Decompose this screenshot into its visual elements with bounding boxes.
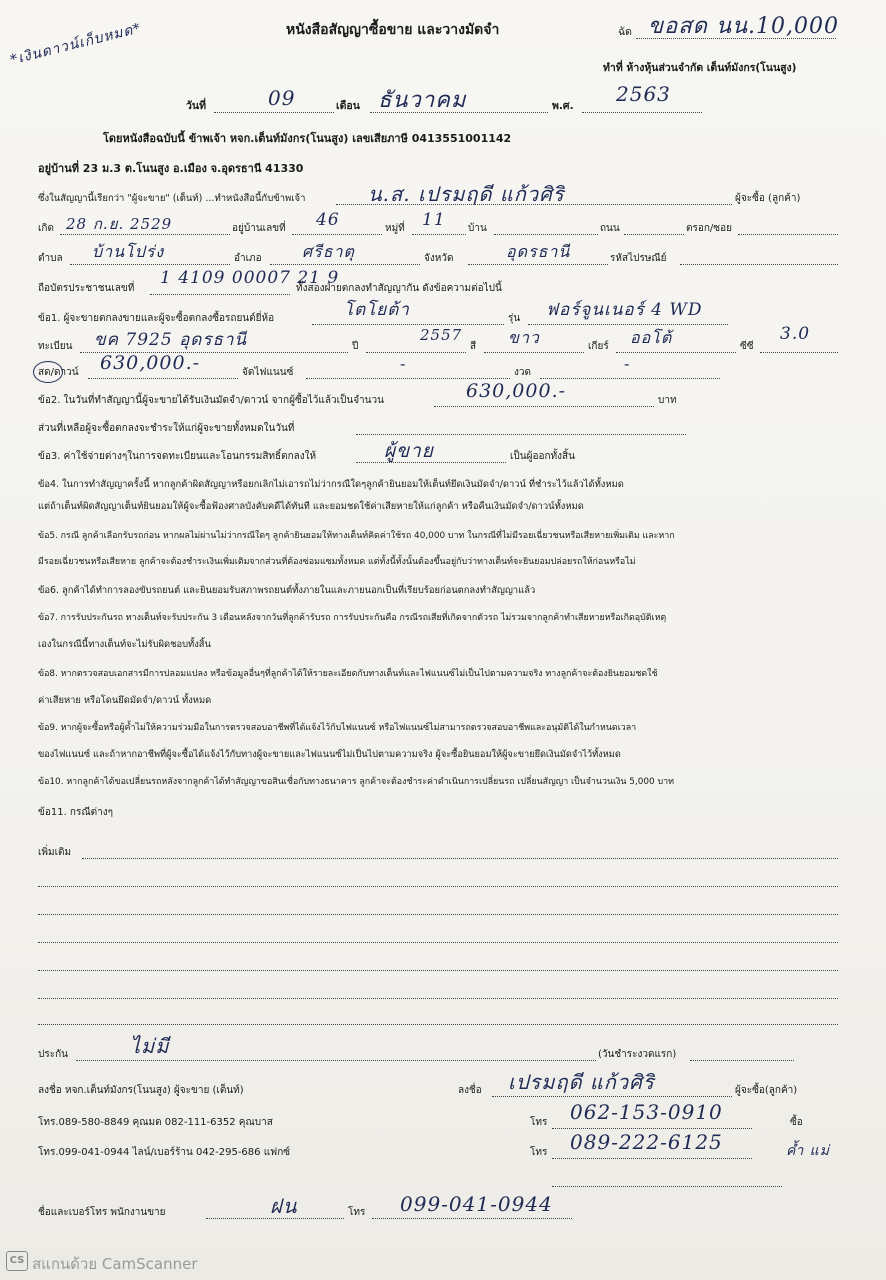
extra-label: เพิ่มเติม <box>38 847 72 858</box>
camscanner-icon: CS <box>6 1251 28 1271</box>
model-label: รุ่น <box>508 313 521 324</box>
id-value: 1 4109 00007 21 9 <box>160 268 340 288</box>
tel-label-2: โทร <box>530 1147 548 1158</box>
contract-no-label: ฉัด <box>618 26 632 38</box>
date-day: 09 <box>268 86 296 110</box>
guarantor-tel: 089-222-6125 <box>570 1130 723 1154</box>
province-label: จังหวัด <box>424 253 454 264</box>
buyer-sign-suffix: ผู้จะซื้อ(ลูกค้า) <box>735 1085 798 1096</box>
clause2-label: ข้อ2. ในวันที่ทำสัญญานี้ผู้จะขายได้รับเงินมัดจำ/ดาวน์ จากผู้ซื้อไว้แล้วเป็นจำนวน <box>38 395 384 406</box>
tambon-label: ตำบล <box>38 253 63 264</box>
moo-value: 11 <box>422 210 446 230</box>
car-reg: ขค 7925 อุดรธานี <box>94 330 247 350</box>
village-label: บ้าน <box>468 223 487 234</box>
clause2-remaining: ส่วนที่เหลือผู้จะซื้อตกลงจะชำระให้แก่ผู้จะขายทั้งหมดในวันที่ <box>38 423 295 434</box>
amphoe-value: ศรีธาตุ <box>302 242 355 261</box>
clause2-unit: บาท <box>658 395 677 406</box>
installment-value: - <box>624 354 631 373</box>
guarantee-note: (วันชำระงวดแรก) <box>598 1049 677 1060</box>
clause6: ข้อ6. ลูกค้าได้ทำการลองขับรถยนต์ และยินยอมรับสภาพรถยนต์ทั้งภายในและภายนอกเป็นที่เรียบร้อยก่อนตกลงทำสัญญาแล้ว <box>38 585 536 596</box>
car-cc: 3.0 <box>780 324 811 344</box>
soi-label: ตรอก/ซอย <box>686 223 732 234</box>
id-suffix: ทั้งสองฝ่ายตกลงทำสัญญากัน ดังข้อความต่อไปนี้ <box>296 283 502 294</box>
contract-no-value: ขอสด นน.10,000 <box>648 14 840 39</box>
finance-value: - <box>400 354 407 373</box>
buyer-tel: 062-153-0910 <box>570 1100 723 1124</box>
guarantee-value: ไม่มี <box>130 1034 170 1058</box>
buyer-line1-label: ซึ่งในสัญญานี้เรียกว่า "ผู้จะขาย" (เต็นท์) ...ทำหนังสือนี้กับข้าพเจ้า <box>38 193 306 204</box>
month-label: เดือน <box>336 100 360 112</box>
buyer-tel-suffix: ซื้อ <box>790 1117 803 1128</box>
car-brand: โตโยต้า <box>344 300 410 320</box>
clause3-suffix: เป็นผู้ออกทั้งสิ้น <box>510 451 575 462</box>
document-title: หนังสือสัญญาซื้อขาย และวางมัดจำ <box>286 22 500 38</box>
phone-line1: โทร.089-580-8849 คุณมด 082-111-6352 คุณบาส <box>38 1117 273 1128</box>
top-annotation: *เงินดาวน์เก็บหมด* <box>8 20 143 69</box>
clause3-label: ข้อ3. ค่าใช้จ่ายต่างๆในการจดทะเบียนและโอนกรรมสิทธิ์ตกลงให้ <box>38 451 317 462</box>
car-price: 630,000.- <box>100 352 201 374</box>
phone-line2: โทร.099-041-0944 ไลน์/เบอร์ร้าน 042-295-686 แฟกซ์ <box>38 1147 291 1158</box>
date-year: 2563 <box>616 82 671 106</box>
camscanner-watermark: สแกนด้วย CamScanner <box>32 1255 198 1273</box>
clause8-line1: ข้อ8. หากตรวจสอบเอกสารมีการปลอมแปลง หรือข้อมูลอื่นๆที่ลูกค้าได้ให้รายละเอียดกับทางเต็นท์และไฟแนนซ์ไม่เป็นไปตามความจริง ทางลูกค้าจะต้องยินยอมชดใช้ <box>38 669 658 679</box>
installment-label: งวด <box>514 367 531 378</box>
date-month: ธันวาคม <box>378 88 467 113</box>
reg-label: ทะเบียน <box>38 341 73 352</box>
seller-intro: โดยหนังสือฉบับนี้ ข้าพเจ้า หจก.เต็นท์มังกร(โนนสูง) เลขเสียภาษี 0413551001142 <box>103 132 512 145</box>
birth-value: 28 ก.ย. 2529 <box>66 215 173 233</box>
clause7-line1: ข้อ7. การรับประกันรถ ทางเต็นท์จะรับประกัน 3 เดือนหลังจากวันที่ลูกค้ารับรถ การรับประกันคือ กรณีรถเสียที่เกิดจากตัวรถ ไม่รวมจากลูกค้าทำเสียหายหรือเกิดอุบัติเหตุ <box>38 613 667 623</box>
staff-label: ชื่อและเบอร์โทร พนักงานขาย <box>38 1207 166 1218</box>
seller-address: อยู่บ้านที่ 23 ม.3 ต.โนนสูง อ.เมือง จ.อุดรธานี 41330 <box>38 162 304 175</box>
gear-label: เกียร์ <box>588 341 609 352</box>
house-value: 46 <box>316 210 340 230</box>
clause4-line1: ข้อ4. ในการทำสัญญาครั้งนี้ หากลูกค้าผิดสัญญาหรือยกเลิกไม่เอารถไม่ว่ากรณีใดๆลูกค้ายินยอมให้เต็นท์ยึดเงินมัดจำ/ดาวน์ ที่ชำระไว้แล้วได้ทั้งหมด <box>38 479 624 490</box>
car-color: ขาว <box>508 328 540 347</box>
year-label-car: ปี <box>352 341 359 352</box>
clause5-line2: มีรอยเฉี่ยวชนหรือเสียหาย ลูกค้าจะต้องชำระเงินเพิ่มเติมจากส่วนที่ต้องซ่อมแซมทั้งหมด แต่ทั้งนี้ทั้งนั้นต้องขึ้นอยู่กับว่าทางเต็นท์จะยินยอมปล่อยรถให้ก่อนหรือไม่ <box>38 557 636 567</box>
postal-label: รหัสไปรษณีย์ <box>610 253 667 264</box>
place: ทำที่ ห้างหุ้นส่วนจำกัด เต็นท์มังกร(โนนสูง) <box>603 62 797 74</box>
car-year: 2557 <box>420 326 463 344</box>
staff-tel-label: โทร <box>348 1207 366 1218</box>
road-label: ถนน <box>600 223 620 234</box>
car-model: ฟอร์จูนเนอร์ 4 WD <box>546 300 703 320</box>
price-label: สด/ดาวน์ <box>38 367 79 378</box>
staff-tel: 099-041-0944 <box>400 1192 553 1216</box>
buyer-name: น.ส. เปรมฤดี แก้วศิริ <box>368 182 565 206</box>
clause5-line1: ข้อ5. กรณี ลูกค้าเลือกรับรถก่อน หากผลไม่ผ่านไม่ว่ากรณีใดๆ ลูกค้ายินยอมให้ทางเต็นท์คิดค่าใช้รถ 40,000 บาท ในกรณีที่ไม่มีรอยเฉี่ยวชนหรือเสียหายเพิ่มเติม และหาก <box>38 531 675 541</box>
clause9-line1: ข้อ9. หากผู้จะซื้อหรือผู้ค้ำไม่ให้ความร่วมมือในการตรวจสอบอาชีพที่ได้แจ้งไว้กับไฟแนนซ์ หรือไฟแนนซ์ไม่สามารถตรวจสอบอาชีพและอนุมัติได้ในกำหนดเวลา <box>38 723 637 733</box>
finance-label: จัดไฟแนนซ์ <box>242 367 294 378</box>
province-value: อุดรธานี <box>506 242 571 261</box>
clause1-label: ข้อ1. ผู้จะขายตกลงขายและผู้จะซื้อตกลงซื้อรถยนต์ยี่ห้อ <box>38 313 275 324</box>
cc-label: ซีซี <box>740 341 754 352</box>
house-label: อยู่บ้านเลขที่ <box>232 223 286 234</box>
clause4-line2: แต่ถ้าเต็นท์ผิดสัญญาเต็นท์ยินยอมให้ผู้จะซื้อฟ้องศาลบังคับคดีได้ทันที และยอมชดใช้ค่าเสียหายให้แก่ลูกค้า หรือคืนเงินมัดจำ/ดาวน์ทั้งหมด <box>38 501 584 512</box>
buyer-signature: เปรมฤดี แก้วศิริ <box>508 1070 655 1094</box>
seller-sign: ลงชื่อ หจก.เต็นท์มังกร(โนนสูง) ผู้จะขาย (เต็นท์) <box>38 1085 244 1096</box>
birth-label: เกิด <box>38 223 54 234</box>
buyer-sign-label: ลงชื่อ <box>458 1085 482 1096</box>
clause7-line2: เองในกรณีนี้ทางเต็นท์จะไม่รับผิดชอบทั้งสิ้น <box>38 639 211 650</box>
date-label: วันที่ <box>186 100 206 112</box>
tambon-value: บ้านโปร่ง <box>92 242 165 261</box>
staff-name: ฝน <box>270 1194 298 1218</box>
moo-label: หมู่ที่ <box>385 223 405 234</box>
amphoe-label: อำเภอ <box>234 253 262 264</box>
clause3-value: ผู้ขาย <box>384 440 434 462</box>
clause9-line2: ของไฟแนนซ์ และถ้าหากอาชีพที่ผู้จะซื้อได้แจ้งไว้กับทางผู้จะขายและไฟแนนซ์ไม่เป็นไปตามความจริง ผู้จะซื้อยินยอมให้ผู้จะขายยึดเงินมัดจำไว้ทั้งหมด <box>38 749 621 760</box>
buyer-role: ผู้จะซื้อ (ลูกค้า) <box>735 193 801 204</box>
guarantor-suffix: ค้ำ แม่ <box>786 1143 830 1159</box>
clause8-line2: ค่าเสียหาย หรือโดนยึดมัดจำ/ดาวน์ ทั้งหมด <box>38 695 212 706</box>
year-label: พ.ศ. <box>552 100 574 112</box>
car-gear: ออโต้ <box>630 328 673 347</box>
clause11: ข้อ11. กรณีต่างๆ <box>38 807 113 818</box>
id-label: ถือบัตรประชาชนเลขที่ <box>38 283 135 294</box>
guarantee-label: ประกัน <box>38 1049 68 1060</box>
clause2-amount: 630,000.- <box>466 380 567 402</box>
tel-label-1: โทร <box>530 1117 548 1128</box>
clause10: ข้อ10. หากลูกค้าได้ขอเปลี่ยนรถหลังจากลูกค้าได้ทำสัญญาขอสินเชื่อกับทางธนาคาร ลูกค้าจะต้องชำระค่าดำเนินการเปลี่ยนรถ เปลี่ยนสัญญา เป็นจำนวนเงิน 5,000 บาท <box>38 777 674 787</box>
color-label: สี <box>470 341 477 352</box>
